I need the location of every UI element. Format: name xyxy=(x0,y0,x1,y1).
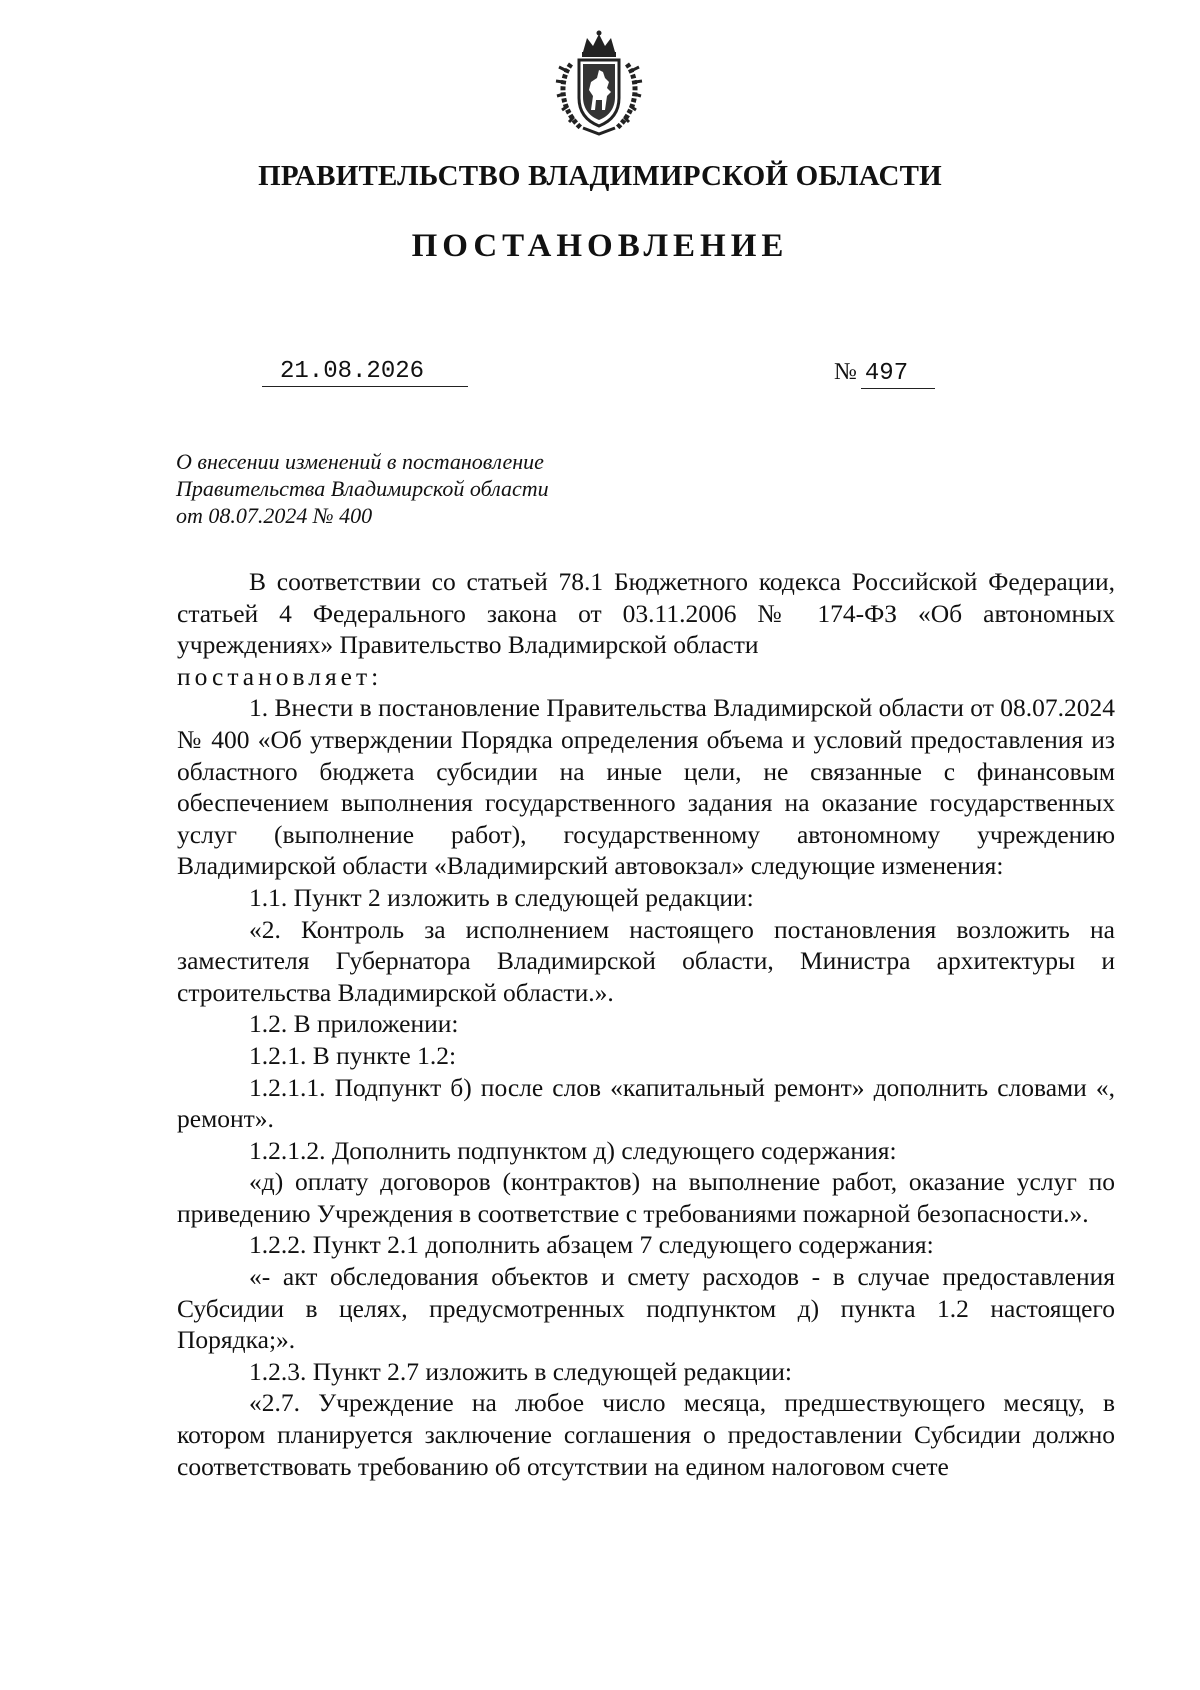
body-paragraph: «2.7. Учреждение на любое число месяца, предшествующего месяцу, в котором планируется заключение соглашения о предоставлении Субсидии должно соответствовать требованию об отсутствии на едином налоговом счете xyxy=(177,1388,1115,1481)
subject-line: от 08.07.2024 № 400 xyxy=(176,503,373,528)
body-paragraph: «- акт обследования объектов и смету расходов - в случае предоставления Субсидии в целях, предусмотренных подпунктом д) пункта 1.2 настоящего Порядка;». xyxy=(177,1262,1115,1355)
body-paragraph: 1.2.2. Пункт 2.1 дополнить абзацем 7 следующего содержания: xyxy=(249,1230,934,1260)
subject-line: Правительства Владимирской области xyxy=(176,476,549,501)
vladimir-region-coat-of-arms-icon xyxy=(553,30,645,138)
body-paragraph: 1.1. Пункт 2 изложить в следующей редакции: xyxy=(249,882,754,912)
government-name: ПРАВИТЕЛЬСТВО ВЛАДИМИРСКОЙ ОБЛАСТИ xyxy=(258,160,942,192)
document-subject xyxy=(176,448,636,529)
resolves-word: постановляет: xyxy=(177,661,383,691)
body-paragraph: 1.2.1.2. Дополнить подпунктом д) следующего содержания: xyxy=(249,1135,897,1165)
body-paragraph: 1.2.3. Пункт 2.7 изложить в следующей редакции: xyxy=(249,1356,792,1386)
document-type-title: ПОСТАНОВЛЕНИЕ xyxy=(411,228,789,264)
subject-line: О внесении изменений в постановление xyxy=(176,449,544,474)
body-paragraph: 1.2. В приложении: xyxy=(249,1009,459,1039)
document-number-field xyxy=(834,358,935,389)
body-paragraph: 1.2.1.1. Подпункт б) после слов «капитальный ремонт» дополнить словами «, ремонт». xyxy=(177,1072,1115,1134)
document-date: 21.08.2026 xyxy=(262,358,468,387)
body-paragraph: «д) оплату договоров (контрактов) на выполнение работ, оказание услуг по приведению Учреждения в соответствие с требованиями пожарной безопасности.». xyxy=(177,1167,1115,1228)
body-paragraph: «2. Контроль за исполнением настоящего постановления возложить на заместителя Губернатора Владимирской области, Министра архитектуры и строительства Владимирской области.». xyxy=(177,914,1115,1007)
number-sign: № xyxy=(834,359,857,385)
body-paragraph: 1. Внести в постановление Правительства Владимирской области от 08.07.2024 № 400 «Об утверждении Порядка определения объема и условий предоставления из областного бюджета субсидии на иные цели, не связанные с финансовым обеспечением выполнения государственного задания на оказание государственных услуг (выполнение работ), государственному автономному учреждению Владимирской области «Владимирский автовокзал» следующие изменения: xyxy=(177,693,1115,881)
preamble-paragraph: В соответствии со статьей 78.1 Бюджетного кодекса Российской Федерации, статьей 4 Федерального закона от 03.11.2006 № 174-ФЗ «Об автономных учреждениях» Правительство Владимирской области xyxy=(177,567,1115,660)
document-body xyxy=(177,566,1115,1482)
document-number: 497 xyxy=(861,360,935,389)
body-paragraph: 1.2.1. В пункте 1.2: xyxy=(249,1040,457,1070)
